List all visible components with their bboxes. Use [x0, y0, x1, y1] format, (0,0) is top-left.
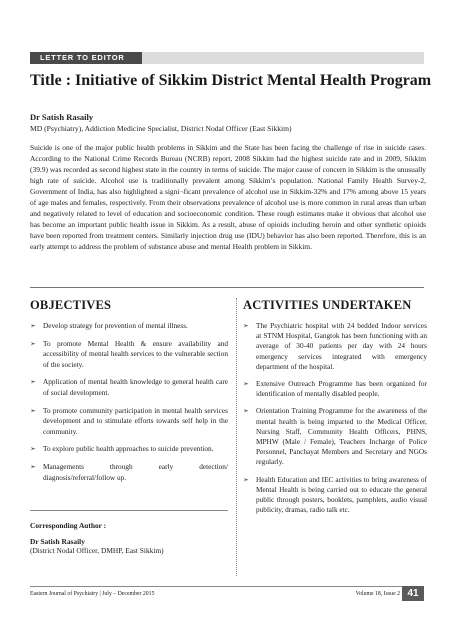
list-item	[30, 377, 228, 398]
section-divider	[30, 287, 424, 288]
list-item-text: Managements through early detection/ diagnosis/referral/follow up.	[43, 461, 228, 482]
arrow-bullet-icon: ➣	[243, 322, 249, 330]
arrow-bullet-icon: ➣	[30, 322, 36, 330]
arrow-bullet-icon: ➣	[243, 475, 249, 484]
activities-heading: ACTIVITIES UNDERTAKEN	[243, 298, 412, 312]
activities-list	[243, 321, 427, 515]
list-item-text: To promote community participation in mental health services development and to stimulate efforts towards self help in the community.	[43, 405, 228, 436]
corresponding-author-affiliation: (District Nodal Officer, DMHP, East Sikkim)	[30, 546, 164, 555]
arrow-bullet-icon: ➣	[30, 378, 36, 387]
arrow-bullet-icon: ➣	[30, 445, 36, 454]
corresponding-divider	[30, 510, 228, 511]
column-divider	[236, 298, 237, 576]
list-item-text: Develop strategy for prevention of mental illness.	[43, 321, 188, 330]
list-item	[243, 321, 427, 372]
page-number: 41	[402, 586, 424, 601]
list-item	[243, 475, 427, 516]
objectives-list	[30, 321, 228, 483]
list-item-text: Health Education and IEC activities to bring awareness of Mental Health is being carried out to educate the general public through posters, booklets, pamphlets, audio visual publicity, dramas, radio talk etc.	[256, 474, 427, 515]
arrow-bullet-icon: ➣	[243, 407, 249, 416]
footer-divider	[30, 586, 424, 587]
list-item	[30, 462, 228, 483]
article-title: Title : Initiative of Sikkim District Mental Health Program	[30, 72, 432, 89]
objectives-column	[30, 298, 228, 490]
footer-volume: Volume 18, Issue 2	[355, 591, 400, 597]
list-item-text: The Psychiatric hospital with 24 bedded Indoor services at STNM Hospital, Gangtok has been functioning with an average of 30-40 patients per day with 24 hours emergency services integrated with emergency department of the hospital.	[256, 321, 427, 371]
list-item	[30, 444, 228, 455]
author-name: Dr Satish Rasaily	[30, 112, 94, 122]
author-affiliation: MD (Psychiatry), Addiction Medicine Specialist, District Nodal Officer (East Sikkim)	[30, 124, 292, 133]
list-item-text: Application of mental health knowledge to general health care of social development.	[43, 377, 228, 397]
arrow-bullet-icon: ➣	[243, 380, 249, 389]
corresponding-author-name: Dr Satish Rasaily	[30, 537, 85, 546]
footer-journal: Eastern Journal of Psychiatry | July – December 2015	[30, 591, 155, 597]
arrow-bullet-icon: ➣	[30, 406, 36, 415]
list-item	[30, 339, 228, 371]
arrow-bullet-icon: ➣	[30, 462, 36, 471]
arrow-bullet-icon: ➣	[30, 339, 36, 348]
list-item-text: To explore public health approaches to suicide prevention.	[43, 444, 214, 454]
list-item-text: Orientation Training Programme for the awareness of the mental health is being imparted to the Medical Officer, Nursing Staff, Community Health Officers, PHNS, MPHW (Male / Female), Teachers Incharge of Police Personnel, Panchayat Members and Secretary and NGOs regularly.	[256, 406, 427, 467]
section-tag: LETTER TO EDITOR	[30, 52, 142, 64]
list-item	[30, 406, 228, 438]
list-item	[243, 379, 427, 399]
objectives-heading: OBJECTIVES	[30, 298, 112, 312]
corresponding-author-label: Corresponding Author :	[30, 521, 107, 530]
list-item	[30, 321, 228, 332]
list-item	[243, 406, 427, 467]
activities-column	[243, 298, 427, 522]
list-item-text: Extensive Outreach Programme has been organized for identification of mentally disabled people.	[256, 379, 427, 399]
list-item-text: To promote Mental Health & ensure availability and accessibility of mental health services to the vulnerable section of the society.	[43, 338, 228, 369]
abstract-paragraph: Suicide is one of the major public health problems in Sikkim and the State has been facing the challenge of rise in suicide cases. According to the National Crime Records Bureau (NCRB) report, 2008 Sikkim had the highest suicide rate and in 2009, Sikkim (39.9) was recorded as second highest state in the country in terms of suicide. The major cause of concern in Sikkim is the unusually high rate of suicide. Alcohol use is traditionally prevalent among Sikkim’s population. National Family Health Survey-2, Government of India, has also highlighted a signi¬ficant prevalence of alcohol use in Sikkim-32% and 17% among above 15 years of age males and females, respectively. From their observations prevalence of alcohol use is more common in rural areas than urban and negatively related to level of education and socioeconomic condition. These rough estimates make it obvious that alcohol use has become an important public health issue in Sikkim. As a result, abuse of opioids including heroin and other synthetic opioids have been reported from treatment centers. Similarly injection drug use (IDU) behavior has also been reported. Therefore, this is an early attempt to address the problem of substance abuse and mental Health problem in Sikkim.	[30, 143, 426, 251]
